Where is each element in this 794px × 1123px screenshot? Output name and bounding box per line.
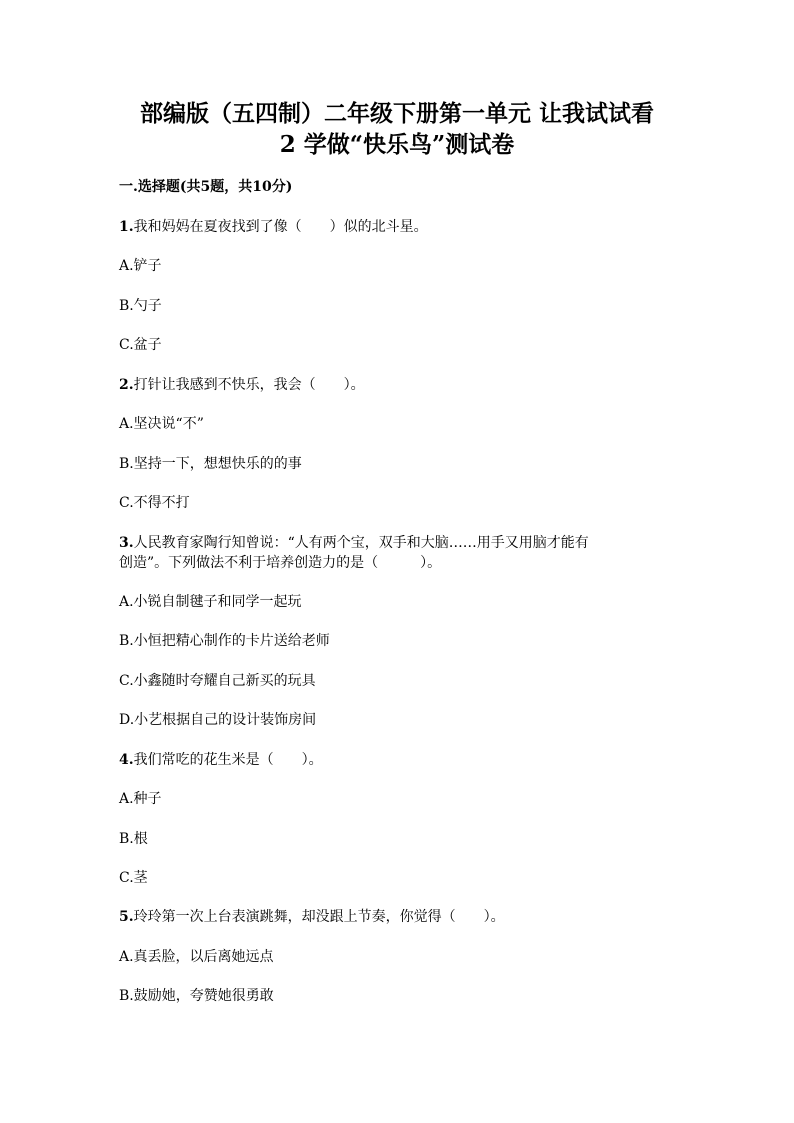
question-number: 4. — [119, 752, 134, 768]
section-heading: 一.选择题(共5题，共10分) — [119, 179, 293, 195]
question-2 — [119, 376, 365, 394]
option-3a: A.小锐自制毽子和同学一起玩 — [119, 594, 302, 610]
question-number: 5. — [119, 909, 134, 925]
page-title-line2: 2 学做“快乐鸟”测试卷 — [279, 131, 515, 158]
page-title-line1: 部编版（五四制）二年级下册第一单元 让我试试看 — [139, 100, 654, 127]
question-3-line2: 创造”。下列做法不利于培养创造力的是（ ）。 — [119, 555, 442, 571]
question-text: 人民教育家陶行知曾说：“人有两个宝，双手和大脑……用手又用脑才能有 — [133, 535, 589, 551]
question-1 — [119, 218, 428, 236]
question-number: 2. — [119, 377, 134, 393]
option-1c: C.盆子 — [119, 337, 162, 353]
question-number: 3. — [119, 535, 134, 551]
option-2a: A.坚决说“不” — [119, 416, 204, 432]
question-text: 我们常吃的花生米是（ ）。 — [133, 752, 323, 768]
question-3 — [119, 534, 589, 552]
option-3b: B.小恒把精心制作的卡片送给老师 — [119, 633, 330, 649]
option-2c: C.不得不打 — [119, 495, 190, 511]
option-4b: B.根 — [119, 831, 148, 847]
option-4c: C.茎 — [119, 870, 148, 886]
option-4a: A.种子 — [119, 791, 162, 807]
question-4 — [119, 751, 323, 769]
option-1b: B.勺子 — [119, 298, 162, 314]
question-text: 打针让我感到不快乐，我会（ ）。 — [133, 377, 365, 393]
question-number: 1. — [119, 219, 134, 235]
option-5a: A.真丢脸，以后离她远点 — [119, 949, 274, 965]
option-1a: A.铲子 — [119, 258, 162, 274]
question-5 — [119, 908, 505, 926]
option-3c: C.小鑫随时夸耀自己新买的玩具 — [119, 673, 316, 689]
option-5b: B.鼓励她，夸赞她很勇敢 — [119, 988, 274, 1004]
question-text: 玲玲第一次上台表演跳舞，却没跟上节奏，你觉得（ ）。 — [133, 909, 505, 925]
option-2b: B.坚持一下，想想快乐的的事 — [119, 456, 302, 472]
question-text: 我和妈妈在夏夜找到了像（ ）似的北斗星。 — [133, 219, 428, 235]
option-3d: D.小艺根据自己的设计装饰房间 — [119, 712, 317, 728]
